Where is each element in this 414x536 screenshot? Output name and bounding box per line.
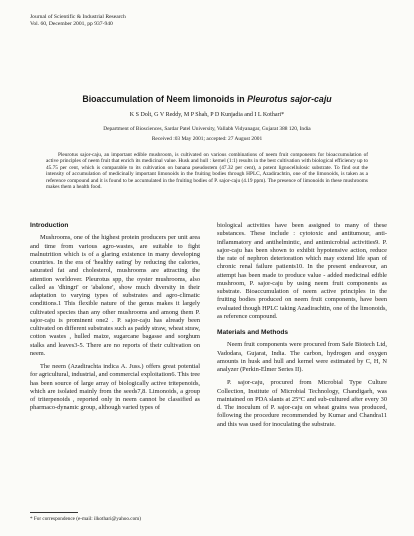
authors: K S Dolt, G V Reddy, M P Shah, P D Kunjadia and I L Kothari* <box>129 112 285 118</box>
journal-volume: Vol. 60, December 2001, pp 937-940 <box>30 21 113 27</box>
abstract-text: Pleurotus sajor-caju, an important edible mushroom, is cultivated on various combinations of neem fruit components for bioaccumulation of active principles of neem fruit that enrich its medicinal value. Husk and hull : kernel (1:1) results in the best cultivation with biological efficiency up to 45.75 per cent, which is comparable to its cultivation on banana pseudostem (47.32 per cent), a potent lignocellulosic substrate. To find out the intensity of accumulation of medicinally important limonoids in the fruiting bodies through HPLC, Azadirachtin, one of the limonoids, is taken as a reference compound and it is found to be accumulated in the fruiting bodies of P. sajor-caju (4.19 ppm). The presence of limonoids in these mushrooms makes them a health food. <box>46 152 368 191</box>
journal-name: Journal of Scientific & Industrial Research <box>30 14 126 20</box>
methods-paragraph-1: Neem fruit components were procured from Safe Biotech Ltd, Vadodara, Gujarat, India. The carbon, hydrogen and oxygen amounts in husk and hull and kernel were estimated by C, H, N analyzer (Perkin-Elmer Series II). <box>217 341 387 373</box>
correspondence-footnote: * For correspondence (e-mail: ilkothari@yahoo.com) <box>30 516 141 522</box>
intro-paragraph-1: Mushrooms, one of the highest protein producers per unit area and time from various agro-wastes, are suitable to fight malnutrition which is of a glaring existence in many developing countries. In the era of 'healthy eating' by reducing the calories, saturated fat and cholesterol, mushrooms are attracting the attention worldover. Pleurotus spp, the oyster mushrooms, also called as 'dhingri' or 'abalone', show much diversity in their adaptation to varying types of substrates and agro-climatic conditions.1 This flexible nature of the genus makes it largely cultivated species than any other mushrooms and among them P. sajor-caju is prominent one2 . P. sajor-caju has already been cultivated on different substrates such as paddy straw, wheat straw, cotton wastes , hulled maize, sugarcane bagasse and sorghum stalks and leaves3-5. There are no reports of their cultivation on neem. <box>30 234 200 357</box>
title-text: Bioaccumulation of Neem limonoids in <box>82 94 248 104</box>
affiliation: Department of Biosciences, Sardar Patel University, Vallabh Vidyanagar, Gujarat 388 120, India <box>103 126 311 132</box>
article-title <box>30 94 384 104</box>
right-paragraph-1: biological activities have been assigned to many of these substances. These include : cytotoxic and antitumour, anti-inflammatory and antihelmintic, and antimicrobial activities9. P. sajor-caju has been shown to exhibit hypotensive action, reduce the rate of nephron deterioration which may extend life span of chronic renal failure patients10. In the present endeavour, an attempt has been made to produce value - added medicinal edible mushroom, P. sajor-caju by using neem fruit components as substrate. Bioaccumulation of neem active principles in the fruiting bodies produced on neem fruit components, have been evaluated though HPLC taking Azadirachtin, one of the limonoids, as reference compound. <box>217 222 387 320</box>
footnote-divider <box>30 512 78 513</box>
journal-header <box>30 14 126 28</box>
right-column <box>217 222 387 434</box>
title-species: Pleurotus sajor-caju <box>247 94 332 104</box>
methods-heading: Materials and Methods <box>217 329 289 336</box>
left-column <box>30 222 200 418</box>
intro-paragraph-2: The neem (Azadirachta indica A. Juss.) offers great potential for agricultural, industrial, and commercial exploitation6. This tree has been source of large array of biologically active tritepenoids, which are isolated mainly from the seeds7,8. Limonoids, a group of triterpenoids , reported only in neem cannot be classified as pharmaco-dynamic group, although varied types of <box>30 363 200 412</box>
introduction-heading: Introduction <box>30 222 69 229</box>
methods-paragraph-2: P. sajor-caju, procured from Microbial Type Culture Collection, Institute of Microbial Technology, Chandigarh, was maintained on PDA slants at 25°C and sub-cultured after every 30 d. The inoculum of P. sajor-caju on wheat grains was produced, following the procedure recommended by Kumar and Chandra11 and this was used for inoculating the substrate. <box>217 379 387 428</box>
received-dates: Received :03 May 2001; accepted: 27 August 2001 <box>151 136 263 142</box>
abstract <box>46 152 368 190</box>
